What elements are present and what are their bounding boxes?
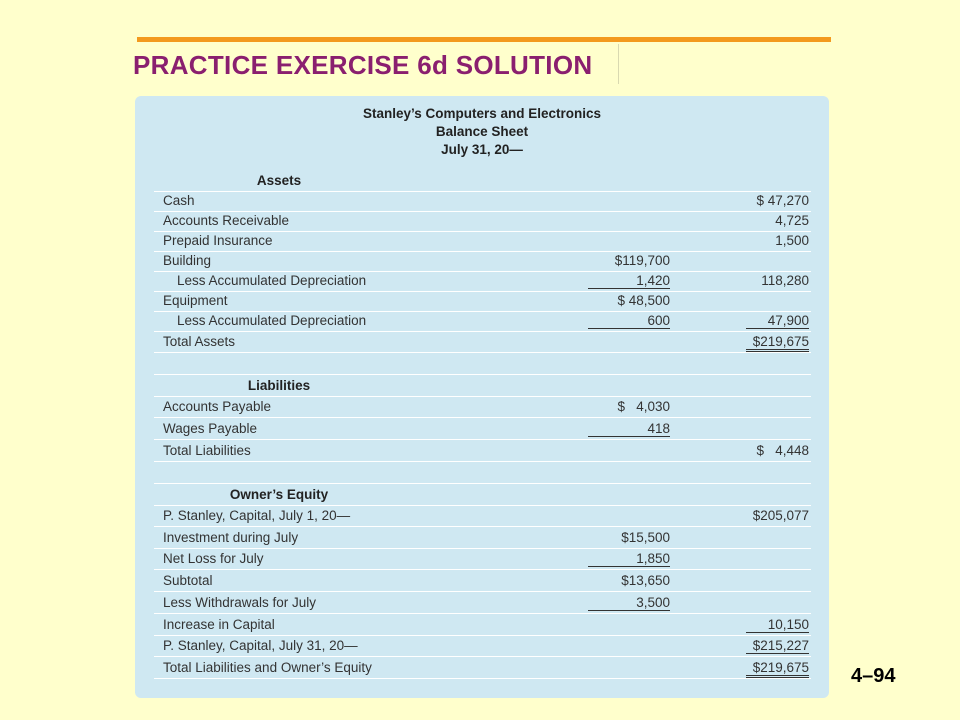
table-row — [154, 271, 811, 292]
section-heading: Liabilities — [247, 378, 311, 393]
row-label: Total Assets — [163, 334, 236, 349]
total-amount: $219,675 — [746, 334, 809, 352]
amount: 47,900 — [746, 313, 809, 329]
table-row — [154, 291, 811, 312]
amount: $205,077 — [752, 508, 809, 523]
amount: 1,850 — [588, 551, 670, 567]
table-row — [154, 251, 811, 272]
table-row — [154, 571, 811, 592]
spacer-row — [154, 354, 811, 375]
table-row — [154, 441, 811, 462]
statement-name: Balance Sheet — [435, 124, 529, 139]
row-label: Less Withdrawals for July — [163, 595, 317, 610]
row-label: Equipment — [163, 293, 228, 308]
table-row — [154, 231, 811, 252]
row-label: Investment during July — [163, 530, 299, 545]
title-divider — [618, 44, 619, 84]
row-label: Accounts Payable — [163, 399, 272, 414]
row-label: Net Loss for July — [163, 551, 264, 566]
amount: $ 48,500 — [617, 293, 670, 308]
table-row — [154, 191, 811, 212]
slide-title: PRACTICE EXERCISE 6d SOLUTION — [133, 50, 593, 80]
row-label: Accounts Receivable — [163, 213, 290, 228]
page-number: 4–94 — [851, 665, 896, 687]
equity-heading-row — [154, 485, 811, 506]
statement-date: July 31, 20— — [441, 142, 523, 157]
amount: $ 47,270 — [756, 193, 809, 208]
section-heading: Owner’s Equity — [229, 487, 329, 502]
table-row — [154, 636, 811, 657]
amount: 4,725 — [775, 213, 809, 228]
row-label: Building — [163, 253, 212, 268]
company-name: Stanley’s Computers and Electronics — [362, 106, 602, 121]
table-row — [154, 549, 811, 570]
row-label: Less Accumulated Depreciation — [177, 273, 367, 288]
amount: 10,150 — [746, 617, 809, 633]
amount: $119,700 — [614, 253, 670, 268]
amount: 600 — [588, 313, 670, 329]
row-label: Less Accumulated Depreciation — [177, 313, 367, 328]
assets-heading-row — [154, 171, 811, 192]
amount: $215,227 — [746, 638, 809, 654]
row-label: Total Liabilities — [163, 443, 251, 458]
balance-sheet-panel — [135, 96, 829, 698]
table-row — [154, 332, 811, 353]
amount: $15,500 — [621, 530, 670, 545]
total-amount: $219,675 — [746, 660, 809, 678]
table-row — [154, 211, 811, 232]
section-heading: Assets — [256, 173, 302, 188]
table-row — [154, 311, 811, 332]
table-row — [154, 506, 811, 527]
table-row — [154, 658, 811, 679]
row-label: Total Liabilities and Owner’s Equity — [163, 660, 372, 675]
spacer-row — [154, 463, 811, 484]
row-label: Increase in Capital — [163, 617, 275, 632]
liabilities-heading-row — [154, 376, 811, 397]
row-label: P. Stanley, Capital, July 31, 20— — [163, 638, 358, 653]
amount: $ 4,030 — [617, 399, 670, 414]
amount: 1,500 — [775, 233, 809, 248]
row-label: Prepaid Insurance — [163, 233, 273, 248]
amount: 118,280 — [761, 273, 809, 288]
row-label: Subtotal — [163, 573, 213, 588]
amount: 1,420 — [588, 273, 670, 289]
row-label: Wages Payable — [163, 421, 258, 436]
table-row — [154, 397, 811, 418]
top-accent-rule — [137, 37, 831, 42]
amount: 3,500 — [588, 595, 670, 611]
table-row — [154, 593, 811, 614]
total-amount: $ 4,448 — [756, 443, 809, 458]
row-label: P. Stanley, Capital, July 1, 20— — [163, 508, 351, 523]
table-row — [154, 528, 811, 549]
table-row — [154, 615, 811, 636]
row-label: Cash — [163, 193, 195, 208]
amount: $13,650 — [621, 573, 670, 588]
amount: 418 — [588, 421, 670, 437]
table-row — [154, 419, 811, 440]
